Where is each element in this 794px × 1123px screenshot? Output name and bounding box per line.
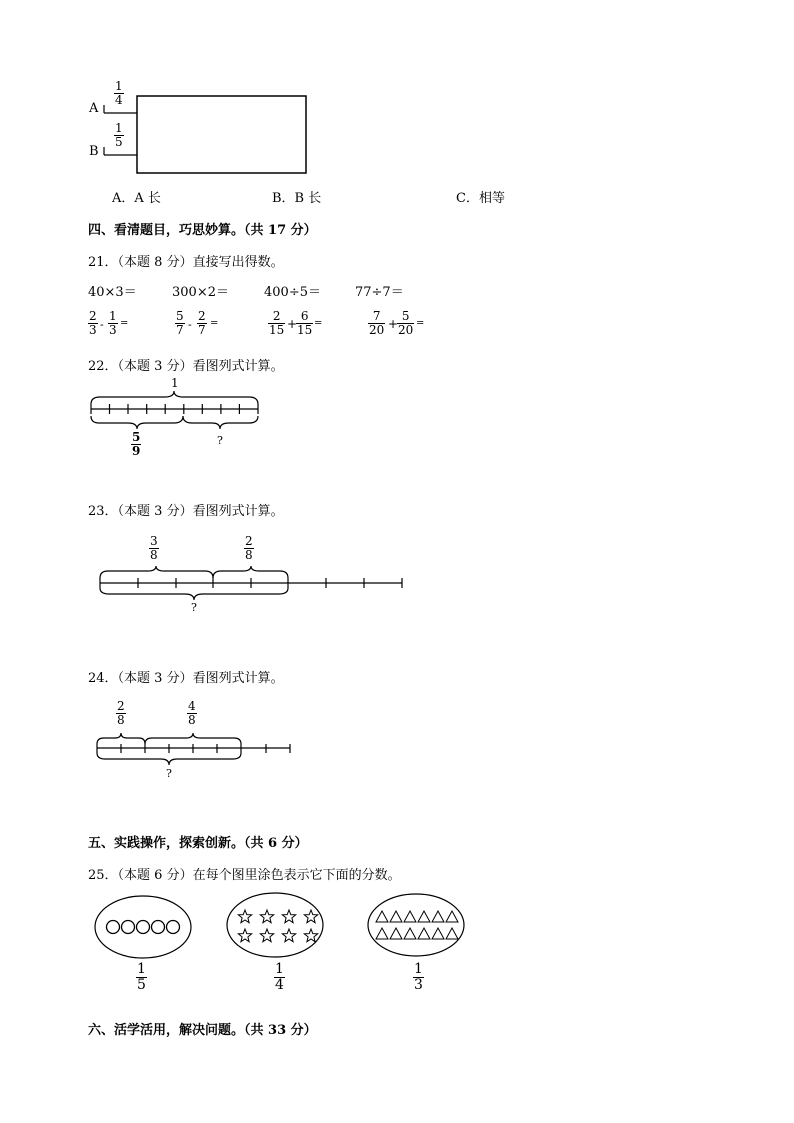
- triangle-item[interactable]: [404, 911, 416, 922]
- option-c[interactable]: C．相等: [456, 191, 505, 206]
- option-b[interactable]: B．B 长: [272, 191, 322, 206]
- section5-title: 五、实践操作，探索创新。（共 6 分）: [88, 836, 308, 851]
- triangle-item[interactable]: [446, 928, 458, 939]
- ellipse-stars[interactable]: [227, 893, 323, 957]
- circle-item[interactable]: [122, 921, 135, 934]
- star-item[interactable]: [238, 910, 251, 923]
- frac-a: 1 4: [115, 79, 123, 107]
- circle-item[interactable]: [152, 921, 165, 934]
- star-item[interactable]: [260, 910, 273, 923]
- q22-stem: 22．（本题 3 分）看图列式计算。: [88, 359, 284, 374]
- circle-item[interactable]: [107, 921, 120, 934]
- ellipse-triangles[interactable]: [368, 894, 464, 956]
- q24-frac1: 2 8: [117, 699, 125, 727]
- q22-frac: 5 9: [132, 430, 141, 458]
- q23-stem: 23．（本题 3 分）看图列式计算。: [88, 504, 284, 519]
- q21-item: 40×3＝: [88, 285, 137, 300]
- label-b: B: [89, 144, 99, 159]
- q23-question-mark: ?: [191, 601, 197, 614]
- triangle-item[interactable]: [446, 911, 458, 922]
- triangle-item[interactable]: [418, 928, 430, 939]
- frac-b: 1 5: [115, 121, 123, 149]
- q25-frac-stars: 1 4: [275, 961, 284, 993]
- star-item[interactable]: [282, 910, 295, 923]
- circle-item[interactable]: [137, 921, 150, 934]
- q25-frac-circles: 1 5: [137, 961, 146, 993]
- triangle-item[interactable]: [404, 928, 416, 939]
- star-item[interactable]: [260, 929, 273, 942]
- triangle-item[interactable]: [432, 911, 444, 922]
- star-item[interactable]: [282, 929, 295, 942]
- section4-title: 四、看清题目，巧思妙算。（共 17 分）: [88, 223, 317, 238]
- q25-stem: 25．（本题 6 分）在每个图里涂色表示它下面的分数。: [88, 868, 401, 883]
- option-a[interactable]: A．A 长: [112, 191, 161, 206]
- q24-frac2: 4 8: [188, 699, 196, 727]
- star-item[interactable]: [304, 929, 317, 942]
- q23-frac2: 2 8: [245, 534, 253, 562]
- q24-stem: 24．（本题 3 分）看图列式计算。: [88, 671, 284, 686]
- triangle-item[interactable]: [390, 928, 402, 939]
- triangle-item[interactable]: [376, 928, 388, 939]
- q21-stem: 21．（本题 8 分）直接写出得数。: [88, 255, 284, 270]
- q25-frac-triangles: 1 3: [414, 961, 423, 993]
- star-item[interactable]: [304, 910, 317, 923]
- triangle-item[interactable]: [376, 911, 388, 922]
- ellipse-circles[interactable]: [95, 896, 191, 958]
- q24-question-mark: ?: [166, 767, 172, 780]
- label-a: A: [89, 101, 99, 116]
- q21-item: 400÷5＝: [264, 285, 321, 300]
- q23-frac1: 3 8: [150, 534, 158, 562]
- triangle-item[interactable]: [418, 911, 430, 922]
- triangle-item[interactable]: [432, 928, 444, 939]
- q21-item: 77÷7＝: [355, 285, 404, 300]
- q21-item: 300×2＝: [172, 285, 229, 300]
- triangle-item[interactable]: [390, 911, 402, 922]
- section6-title: 六、活学活用，解决问题。（共 33 分）: [88, 1023, 317, 1038]
- circle-item[interactable]: [167, 921, 180, 934]
- q22-top-label: 1: [171, 376, 179, 390]
- star-item[interactable]: [238, 929, 251, 942]
- q22-question-mark: ?: [217, 434, 223, 447]
